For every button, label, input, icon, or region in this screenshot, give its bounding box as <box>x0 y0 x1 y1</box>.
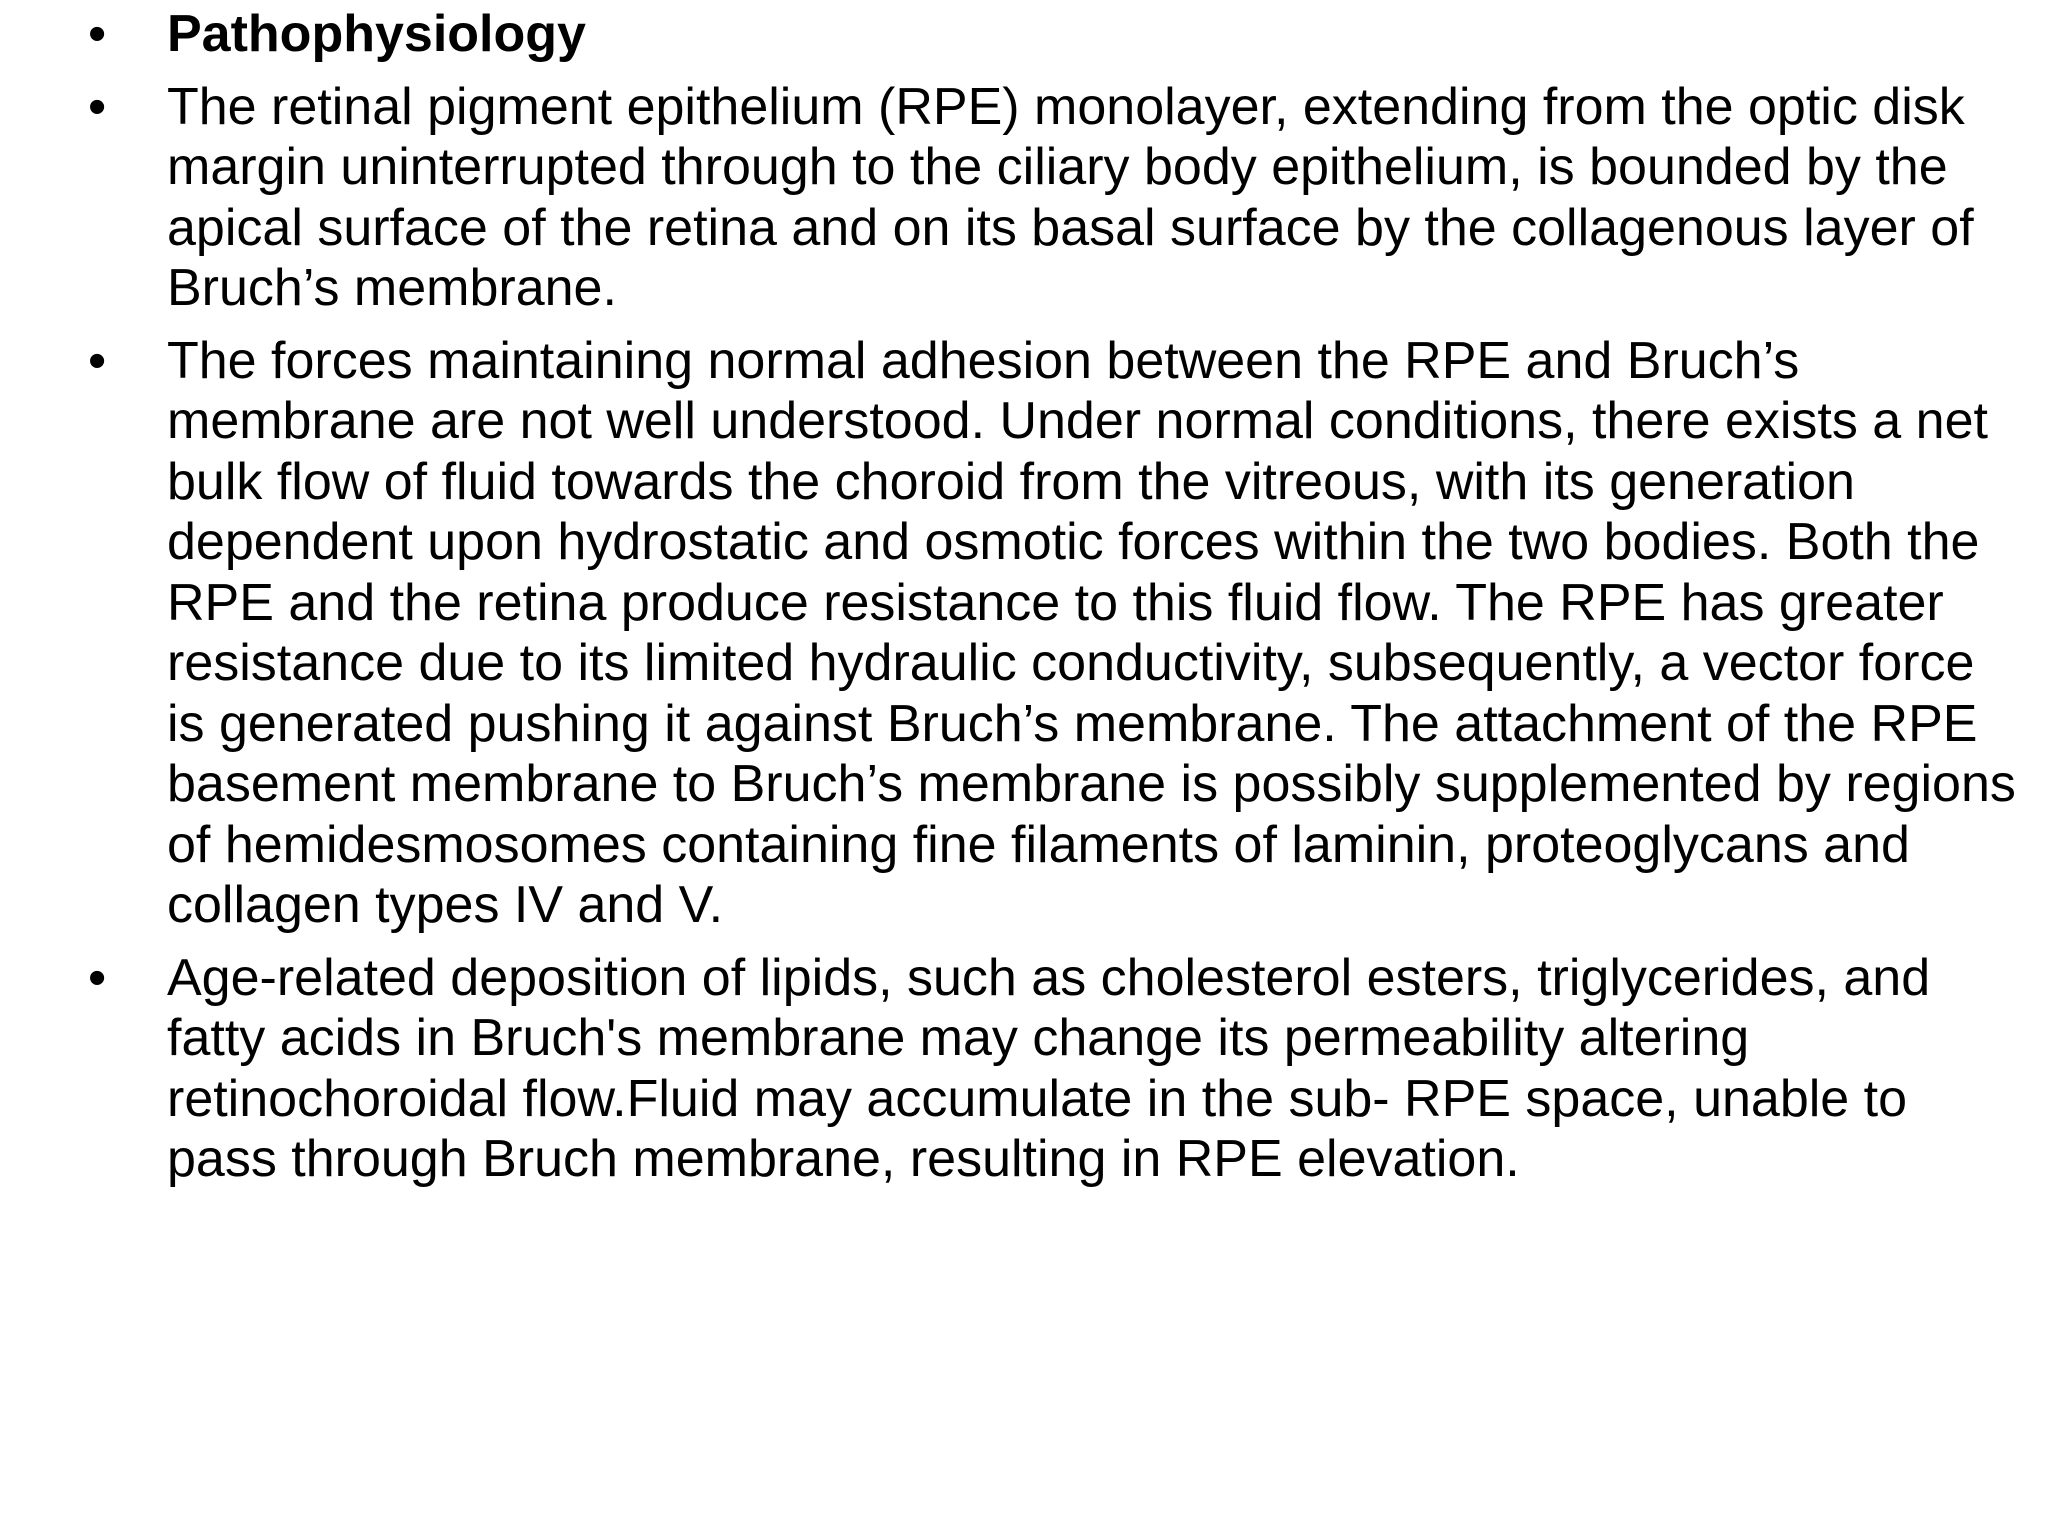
bullet-item-rpe-monolayer <box>88 77 2018 319</box>
bullet-dot-icon: • <box>88 77 107 136</box>
slide-heading: Pathophysiology <box>167 5 586 63</box>
bullet-item-adhesion-forces <box>88 331 2018 936</box>
bullet-item-heading <box>88 4 2018 65</box>
bullet-text: The retinal pigment epithelium (RPE) monolayer, extending from the optic disk margin uninterrupted through to the ciliary body epithelium, is bounded by the apical surface of the retina and on its basal surface by the collagenous layer of Bruch’s membrane. <box>167 77 1974 317</box>
bullet-list <box>88 4 2018 1202</box>
bullet-dot-icon: • <box>88 331 107 390</box>
bullet-dot-icon: • <box>88 5 107 63</box>
bullet-item-lipid-deposition <box>88 948 2018 1190</box>
bullet-text: The forces maintaining normal adhesion between the RPE and Bruch’s membrane are not well understood. Under normal conditions, there exists a net bulk flow of fluid towards the choroid from the vitreous, with its generation dependent upon hydrostatic and osmotic forces within the two bodies. Both the RPE and the retina produce resistance to this fluid flow. The RPE has greater resistance due to its limited hydraulic conductivity, subsequently, a vector force is generated pushing it against Bruch’s membrane. The attachment of the RPE basement membrane to Bruch’s membrane is possibly supplemented by regions of hemidesmosomes containing fine filaments of laminin, proteoglycans and collagen types IV and V. <box>167 331 2016 934</box>
bullet-dot-icon: • <box>88 948 107 1007</box>
bullet-text: Age-related deposition of lipids, such as cholesterol esters, triglycerides, and fatty acids in Bruch's membrane may change its permeability altering retinochoroidal flow.Fluid may accumulate in the sub- RPE space, unable to pass through Bruch membrane, resulting in RPE elevation. <box>167 948 1931 1188</box>
